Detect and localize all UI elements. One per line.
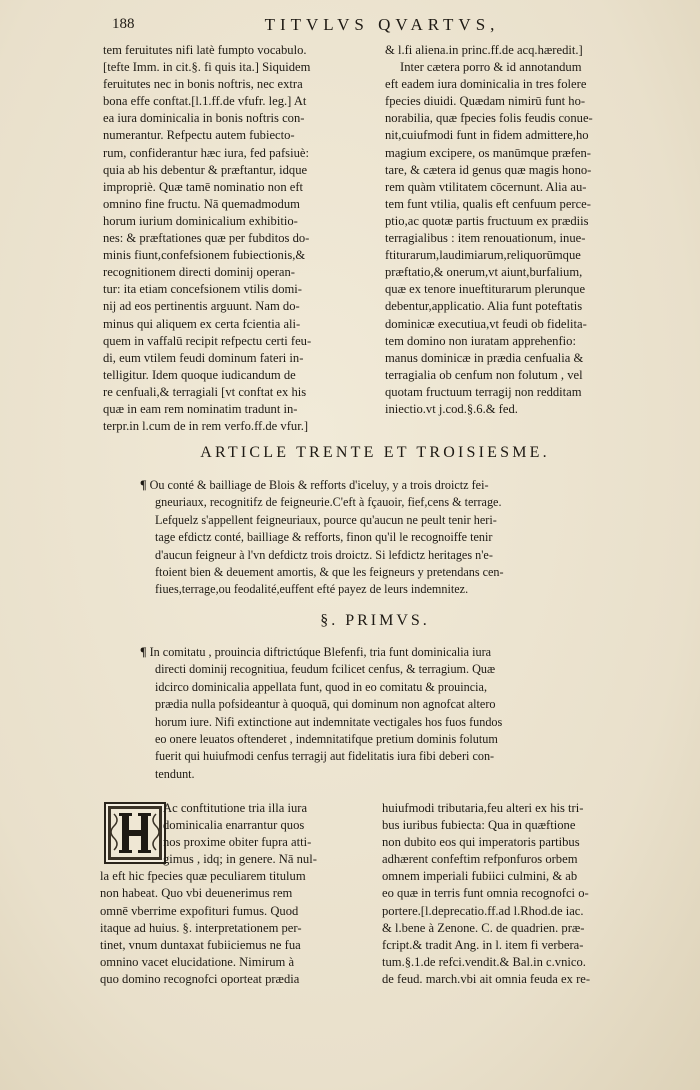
bottom-left-column bbox=[100, 800, 365, 988]
text-line: di, eum vtilem feudi dominum fateri in- bbox=[103, 350, 304, 365]
text-line: prædia nulla pofsideantur à quoquā, qui dominum non agnofcat altero bbox=[155, 697, 496, 712]
text-line: fuerit qui huiufmodi cenfus terragij aut fidelitatis iura fibi deberi con- bbox=[155, 749, 495, 764]
text-line: rum, confiderantur hæc iura, fed pafsiuè: bbox=[103, 145, 309, 160]
text-line bbox=[140, 477, 650, 494]
text-line: manus dominicæ in prædia cenfualia & bbox=[385, 350, 584, 365]
text-line: horum iurium dominicalium exhibitio- bbox=[103, 213, 298, 228]
french-paragraph bbox=[140, 477, 650, 599]
text-line: feruitutes nec in bonis noftris, nec extra bbox=[103, 77, 303, 92]
text-line: horum iure. Nifi extinctione aut indemnitate vectigales hos fuos fundos bbox=[155, 714, 503, 729]
text-line: omnem imperiali fubiici culmini, & ab bbox=[382, 869, 578, 884]
text-line: d'aucun feigneur à l'vn defdictz trois droictz. Si lefdictz heritages n'e- bbox=[155, 547, 493, 562]
text-line: huiufmodi tributaria,feu alteri ex his tri- bbox=[382, 801, 584, 815]
text-line: tum.§.1.de refci.vendit.& Bal.in c.vnico. bbox=[382, 954, 586, 969]
text-line: impropriè. Quæ tamē nominatio non eft bbox=[103, 179, 304, 194]
text-line: nij ad eos pertinentis arguunt. Nam do- bbox=[103, 299, 300, 314]
latin-paragraph bbox=[140, 644, 650, 783]
text-line: minus qui aliquem ex certa fcientia ali- bbox=[103, 316, 301, 331]
text-line: ftoient bien & deuement amortis, & que les feigneurs y pretendans cen- bbox=[155, 565, 504, 580]
text-line-content: Ou conté & bailliage de Blois & refforts d'iceluy, y a trois droictz fei- bbox=[149, 478, 489, 492]
text-line: & l.bene à Zenone. C. de quadrien. præ- bbox=[382, 920, 585, 935]
text-line: magium excipere, os manūmque præfen- bbox=[385, 145, 591, 160]
text-line: rem quàm vtilitatem cōcernunt. Alia au- bbox=[385, 179, 587, 194]
text-line: dominicalia enarrantur quos bbox=[163, 818, 305, 833]
text-line: ptio,ac quotæ partis fructuum ex prædiis bbox=[385, 213, 589, 228]
text-line: omnē vberrime expofituri fumus. Quod bbox=[100, 903, 299, 918]
text-line: Ac conftitutione tria illa iura bbox=[163, 801, 308, 815]
text-line: quotam fructuum terragij non redditam bbox=[385, 384, 582, 399]
text-line: omnino vacet elucidatione. Nimirum à bbox=[100, 954, 295, 969]
text-line: adhærent confeftim refponfuros orbem bbox=[382, 852, 578, 867]
text-line: tinet, vnum duntaxat fubiiciemus ne fua bbox=[100, 937, 301, 952]
text-line: recognitionem directi dominij operan- bbox=[103, 265, 295, 280]
bottom-right-column bbox=[382, 800, 650, 988]
text-line: portere.[l.deprecatio.ff.ad l.Rhod.de iac. bbox=[382, 903, 584, 918]
text-line: ftiturarum,laudimiarum,reliquorūmque bbox=[385, 248, 581, 263]
text-line bbox=[140, 644, 650, 661]
text-line: bona effe conftat.[l.1.ff.de vfufr. leg.] At bbox=[103, 94, 307, 109]
text-line: tage efdictz conté, bailliage & refforts, finon qu'il le recognoiffe tenir bbox=[155, 530, 493, 545]
text-line: norabilia, quæ fpecies folis feudis conue- bbox=[385, 111, 593, 126]
text-line: idcirco dominicalia appellata funt, quod in eo comitatu & prouincia, bbox=[155, 679, 488, 694]
text-line: [tefte Imm. in cit.§. fi quis ita.] Siquidem bbox=[103, 60, 311, 75]
text-line: præftatio,& onerum,vt aiunt,burfalium, bbox=[385, 265, 583, 280]
text-line: & l.fi aliena.in princ.ff.de acq.hæredit.] bbox=[385, 43, 583, 57]
top-left-column bbox=[103, 42, 371, 435]
text-line: dominicæ executiua,vt feudi ob fidelita- bbox=[385, 316, 587, 331]
text-line: eo onere leuatos oftenderet , indemnitatifque pretium dominis folutum bbox=[155, 732, 498, 747]
text-line: directi dominij recognitiua, feudum fcilicet cenfus, & terragium. Quæ bbox=[155, 662, 496, 677]
text-line: nes: & præftationes quæ per fubditos do- bbox=[103, 231, 310, 246]
text-line: terpr.in l.cum de in rem verfo.ff.de vfur.] bbox=[103, 419, 309, 434]
text-line: nos proxime obiter fupra atti- bbox=[163, 835, 312, 850]
text-line: la eft hic fpecies quæ peculiarem titulum bbox=[100, 869, 306, 884]
text-line: fcript.& tradit Ang. in l. item fi verbera- bbox=[382, 937, 584, 952]
text-line: Lefquelz s'appellent feigneuriaux, pource qu'aucun ne peult tenir heri- bbox=[155, 512, 497, 527]
text-line: minis fiunt,confefsionem fubiectionis,& bbox=[103, 248, 306, 263]
text-line: ea iura dominicalia in bonis noftris con- bbox=[103, 111, 305, 126]
top-right-column bbox=[385, 42, 650, 418]
running-header bbox=[112, 14, 652, 40]
text-line: tem feruitutes nifi latè fumpto vocabulo. bbox=[103, 43, 307, 57]
text-line: eo quæ in terris funt omnia recognofci o- bbox=[382, 886, 589, 901]
text-line: omnino fine fructu. Nā quemadmodum bbox=[103, 196, 300, 211]
pilcrow-icon: ¶ bbox=[140, 645, 147, 659]
text-line: iniectio.vt j.cod.§.6.& fed. bbox=[385, 401, 518, 416]
page-number: 188 bbox=[112, 16, 135, 32]
text-line: quæ in eam rem nominatim tradunt in- bbox=[103, 401, 298, 416]
text-line: gneuriaux, recognitifz de feigneurie.C'eft à fçauoir, fief,cens & terrage. bbox=[155, 495, 502, 510]
text-line: tare, & cætera id genus quæ magis hono- bbox=[385, 162, 592, 177]
text-line: itaque ad huius. §. interpretationem per- bbox=[100, 920, 302, 935]
text-line: Inter cætera porro & id annotandum bbox=[400, 60, 582, 75]
text-line: tem domino non iuratam apprehenfio: bbox=[385, 333, 576, 348]
text-line: terragialia ob cenfum non folutum , vel bbox=[385, 367, 583, 382]
text-line: fpecies diuidi. Quædam nimirū funt ho- bbox=[385, 94, 586, 109]
text-line: gimus , idq; in genere. Nā nul- bbox=[163, 852, 317, 867]
running-title: TITVLVS QVARTVS, bbox=[264, 15, 500, 34]
text-line: terragialibus : item renouationum, inue- bbox=[385, 231, 586, 246]
text-line: eft eadem iura dominicalia in tres folere bbox=[385, 77, 587, 92]
text-line: non habeat. Quo vbi deuenerimus rem bbox=[100, 886, 293, 901]
text-line: numerantur. Refpectu autem fubiecto- bbox=[103, 128, 295, 143]
text-line: debentur,applicatio. Alia funt poteftatis bbox=[385, 299, 583, 314]
text-line: tem funt vtilia, qualis eft cenfuum perce- bbox=[385, 196, 591, 211]
text-line: fiues,terrage,ou feodalité,euffent efté payez de leurs indemnitez. bbox=[155, 582, 469, 597]
text-line: bus iuribus fubiecta: Qua in quæftione bbox=[382, 818, 576, 833]
text-line: quia ab his debentur & præftantur, idque bbox=[103, 162, 308, 177]
primus-heading: §. PRIMVS. bbox=[320, 612, 430, 629]
text-line: quæ ex tenore inueftiturarum plerunque bbox=[385, 282, 586, 297]
text-line: de feud. march.vbi ait omnia feuda ex re- bbox=[382, 971, 591, 986]
pilcrow-icon: ¶ bbox=[140, 478, 147, 492]
text-line: nit,cuiufmodi funt in fidem admittere,ho bbox=[385, 128, 589, 143]
text-line: non dubito eos qui imperatoris partibus bbox=[382, 835, 580, 850]
text-line: re cenfuali,& terragiali [vt conftat ex his bbox=[103, 384, 307, 399]
text-line-content: In comitatu , prouincia diftrictúque Blefenfi, tria funt dominicalia iura bbox=[149, 645, 492, 659]
text-line: quo domino recognofci oporteat prædia bbox=[100, 971, 300, 986]
article-heading: ARTICLE TRENTE ET TROISIESME. bbox=[200, 444, 550, 461]
text-line: telligitur. Idem quoque iudicandum de bbox=[103, 367, 296, 382]
text-line: quem in vaffalū recipit refpectu certi feu- bbox=[103, 333, 312, 348]
text-line: tur: ita etiam concefsionem vtilis domi- bbox=[103, 282, 303, 297]
text-line: tendunt. bbox=[155, 766, 195, 781]
